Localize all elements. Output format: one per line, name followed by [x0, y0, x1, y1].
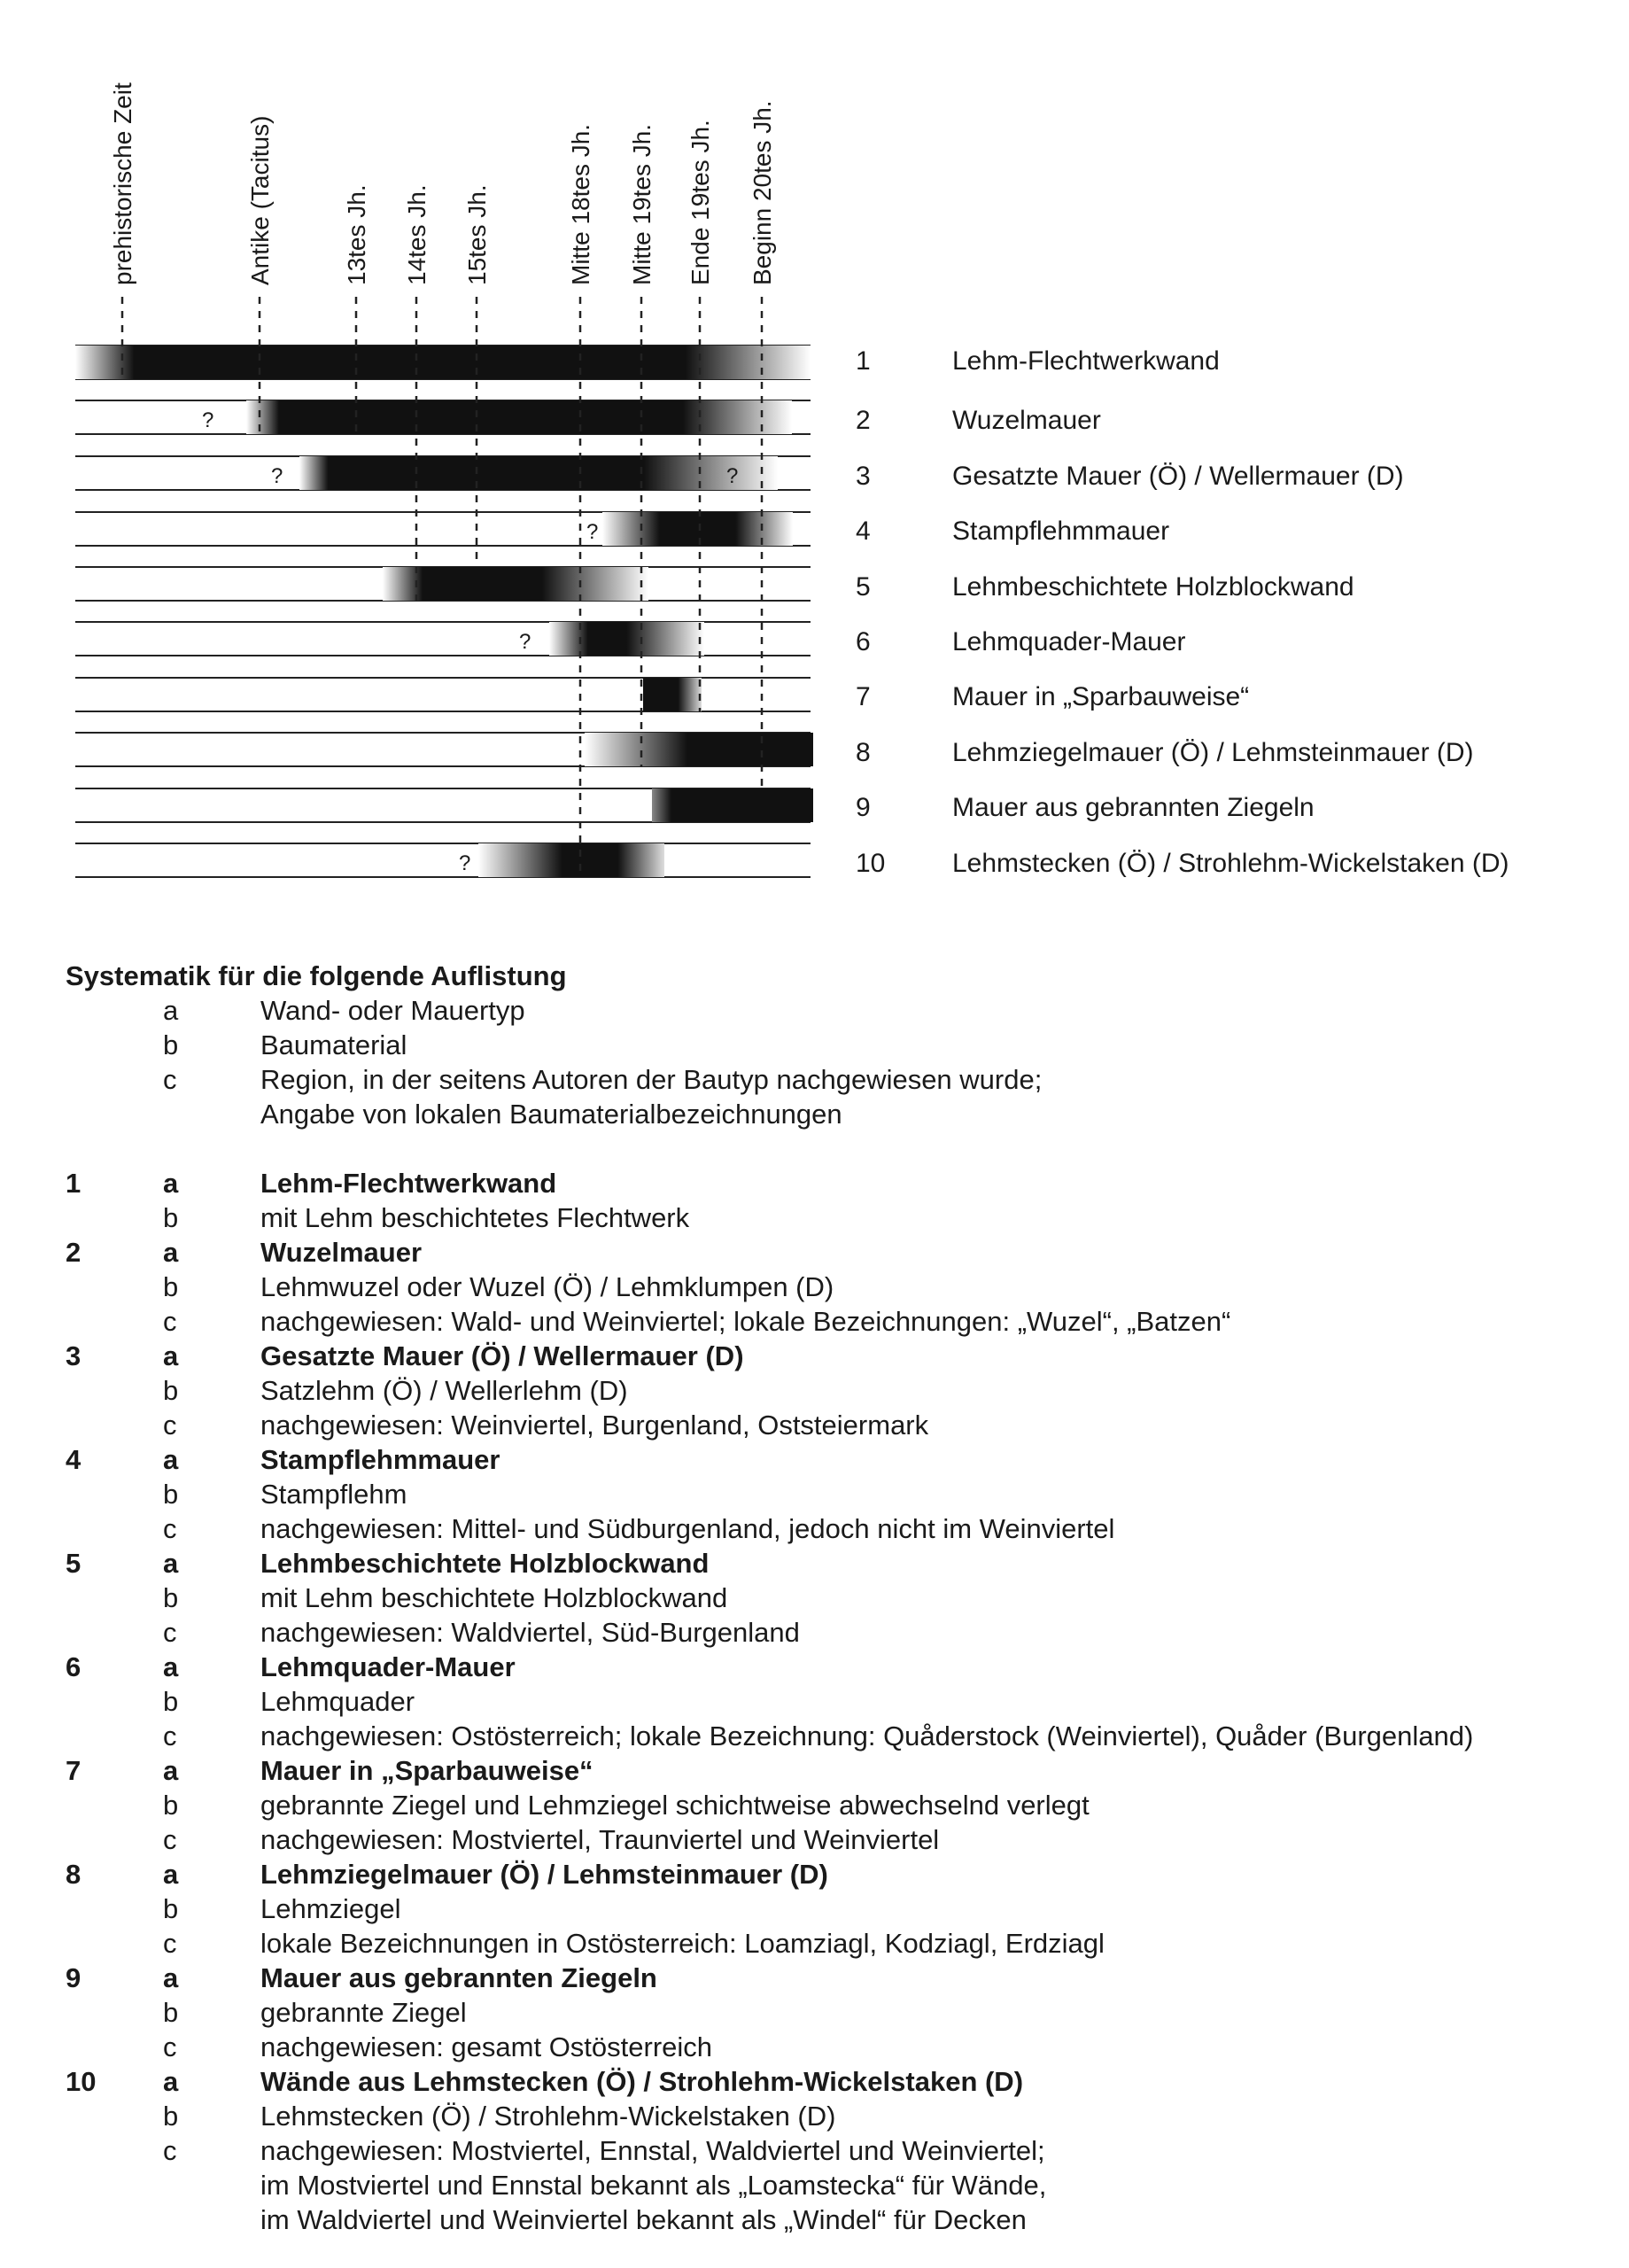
period-label-ende-19jh: Ende 19tes Jh. — [687, 120, 714, 285]
entry-4-b — [66, 1477, 1571, 1511]
period-label-antike: Antike (Tacitus) — [246, 115, 274, 285]
entry-text: mit Lehm beschichtetes Flechtwerk — [260, 1202, 690, 1233]
row-name-8: Lehmziegelmauer (Ö) / Lehmsteinmauer (D) — [952, 738, 1474, 767]
entry-key: a — [163, 1340, 179, 1371]
row-number-9: 9 — [856, 793, 871, 822]
entry-text: nachgewiesen: Mostviertel, Ennstal, Waldviertel und Weinviertel; — [260, 2135, 1045, 2166]
entry-text: Wuzelmauer — [260, 1237, 423, 1268]
entry-3-b — [66, 1373, 1571, 1408]
entry-text: gebrannte Ziegel — [260, 1997, 467, 2028]
row-name-4: Stampflehmmauer — [952, 517, 1170, 546]
entry-6-c — [66, 1719, 1571, 1753]
bar-row-10 — [478, 843, 664, 877]
entry-key: c — [163, 2031, 177, 2062]
entry-2-c — [66, 1304, 1571, 1339]
entry-text: Lehmstecken (Ö) / Strohlehm-Wickelstaken (D) — [260, 2101, 836, 2132]
entry-key: b — [163, 2101, 179, 2132]
row-number-8: 8 — [856, 738, 871, 767]
entry-text: Lehmquader — [260, 1686, 415, 1717]
entry-5-a — [66, 1546, 1571, 1581]
entry-text: nachgewiesen: Wald- und Weinviertel; lokale Bezeichnungen: „Wuzel“, „Batzen“ — [260, 1306, 1231, 1337]
uncertain-mark-row-2: ? — [202, 408, 214, 432]
entry-text: Lehmbeschichtete Holzblockwand — [260, 1548, 710, 1579]
entry-key: c — [163, 1720, 177, 1751]
bar-row-9 — [652, 788, 813, 822]
entry-text: Gesatzte Mauer (Ö) / Wellermauer (D) — [260, 1340, 744, 1371]
period-label-mitte-18jh: Mitte 18tes Jh. — [567, 123, 594, 285]
entry-text: Stampflehmmauer — [260, 1444, 500, 1475]
entry-9-b — [66, 1995, 1571, 2030]
row-name-2: Wuzelmauer — [952, 406, 1101, 435]
entry-key: b — [163, 1582, 179, 1613]
key-text: Baumaterial — [260, 1029, 407, 1060]
row-name-9: Mauer aus gebrannten Ziegeln — [952, 793, 1315, 822]
entry-text: Stampflehm — [260, 1479, 407, 1510]
row-name-1: Lehm-Flechtwerkwand — [952, 346, 1220, 376]
entry-key: b — [163, 1375, 179, 1406]
entry-8-c — [66, 1926, 1571, 1961]
entry-10-a — [66, 2064, 1571, 2099]
entry-text: Lehmziegelmauer (Ö) / Lehmsteinmauer (D) — [260, 1859, 828, 1890]
entry-10-c — [66, 2133, 1571, 2168]
entry-key: c — [163, 2135, 177, 2166]
bar-row-6 — [549, 622, 704, 656]
entry-1-b — [66, 1200, 1571, 1235]
row-number-1: 1 — [856, 346, 871, 376]
entry-number: 3 — [66, 1340, 81, 1371]
entry-key: b — [163, 1790, 179, 1821]
row-number-5: 5 — [856, 572, 871, 602]
period-label-15jh: 15tes Jh. — [463, 184, 491, 285]
entry-key: a — [163, 1859, 179, 1890]
entry-key: c — [163, 1824, 177, 1855]
entry-key: b — [163, 1202, 179, 1233]
entry-text: nachgewiesen: gesamt Ostösterreich — [260, 2031, 713, 2062]
entry-key: b — [163, 1893, 179, 1924]
entry-number: 4 — [66, 1444, 81, 1475]
entry-text: Lehmquader-Mauer — [260, 1651, 516, 1682]
bar-row-8 — [585, 733, 813, 766]
entry-number: 5 — [66, 1548, 81, 1579]
entry-number: 2 — [66, 1237, 81, 1268]
row-name-5: Lehmbeschichtete Holzblockwand — [952, 572, 1354, 602]
entry-1-a — [66, 1166, 1571, 1200]
bar-row-3 — [299, 456, 778, 490]
entry-9-a — [66, 1961, 1571, 1995]
entry-text: lokale Bezeichnungen in Ostösterreich: Loamziagl, Kodziagl, Erdziagl — [260, 1928, 1105, 1959]
entry-5-b — [66, 1581, 1571, 1615]
row-number-10: 10 — [856, 849, 886, 878]
entry-5-c — [66, 1615, 1571, 1650]
entry-key: a — [163, 1168, 179, 1199]
entry-number: 8 — [66, 1859, 81, 1890]
entry-text: Mauer aus gebrannten Ziegeln — [260, 1962, 657, 1993]
row-number-4: 4 — [856, 517, 871, 546]
systematik-legend — [66, 959, 1571, 2237]
entry-10-c-continued-2 — [66, 2202, 1571, 2237]
uncertain-mark-row-3-start: ? — [271, 464, 283, 488]
systematik-key-b — [66, 1028, 1571, 1062]
timeline-diagram — [0, 0, 1629, 904]
entry-key: a — [163, 1237, 179, 1268]
row-name-7: Mauer in „Sparbauweise“ — [952, 682, 1250, 711]
entry-9-c — [66, 2030, 1571, 2064]
row-name-6: Lehmquader-Mauer — [952, 627, 1186, 656]
key-letter: a — [163, 995, 179, 1026]
entry-key: a — [163, 1755, 179, 1786]
period-label-beginn-20jh: Beginn 20tes Jh. — [749, 100, 776, 285]
systematik-title: Systematik für die folgende Auflistung — [66, 960, 567, 991]
entry-6-b — [66, 1684, 1571, 1719]
row-name-10: Lehmstecken (Ö) / Strohlehm-Wickelstaken (D) — [952, 849, 1509, 878]
entry-number: 1 — [66, 1168, 81, 1199]
entry-text: nachgewiesen: Ostösterreich; lokale Bezeichnung: Quåderstock (Weinviertel), Quåder (Burgenland) — [260, 1720, 1474, 1751]
uncertain-mark-row-6: ? — [519, 630, 531, 654]
entry-key: b — [163, 1271, 179, 1302]
systematik-key-a — [66, 993, 1571, 1028]
period-label-prehistoric: prehistorische Zeit — [109, 82, 136, 285]
period-label-mitte-19jh: Mitte 19tes Jh. — [628, 123, 655, 285]
row-number-2: 2 — [856, 406, 871, 435]
entry-key: b — [163, 1997, 179, 2028]
entry-number: 9 — [66, 1962, 81, 1993]
entry-key: c — [163, 1410, 177, 1441]
entry-7-a — [66, 1753, 1571, 1788]
entry-key: c — [163, 1928, 177, 1959]
key-letter: c — [163, 1064, 177, 1095]
entry-3-c — [66, 1408, 1571, 1442]
spacer — [66, 1131, 1571, 1166]
entry-text: im Waldviertel und Weinviertel bekannt als „Windel“ für Decken — [260, 2204, 1027, 2235]
entry-10-b — [66, 2099, 1571, 2133]
entry-key: c — [163, 1306, 177, 1337]
entry-text: Wände aus Lehmstecken (Ö) / Strohlehm-Wickelstaken (D) — [260, 2066, 1024, 2097]
key-letter: b — [163, 1029, 179, 1060]
entry-text: Lehm-Flechtwerkwand — [260, 1168, 557, 1199]
entry-key: c — [163, 1617, 177, 1648]
entry-4-c — [66, 1511, 1571, 1546]
key-text: Wand- oder Mauertyp — [260, 995, 525, 1026]
entry-number: 7 — [66, 1755, 81, 1786]
entry-text: im Mostviertel und Ennstal bekannt als „Loamstecka“ für Wände, — [260, 2170, 1047, 2201]
bar-row-5 — [383, 567, 648, 601]
entry-key: a — [163, 1962, 179, 1993]
row-number-7: 7 — [856, 682, 871, 711]
entry-key: a — [163, 1444, 179, 1475]
entry-key: a — [163, 1651, 179, 1682]
entry-7-b — [66, 1788, 1571, 1822]
entry-key: c — [163, 1513, 177, 1544]
entry-key: a — [163, 2066, 179, 2097]
entry-text: Lehmziegel — [260, 1893, 401, 1924]
entry-text: Lehmwuzel oder Wuzel (Ö) / Lehmklumpen (D) — [260, 1271, 834, 1302]
entry-text: Satzlehm (Ö) / Wellerlehm (D) — [260, 1375, 628, 1406]
period-label-13jh: 13tes Jh. — [343, 184, 370, 285]
entry-text: gebrannte Ziegel und Lehmziegel schichtweise abwechselnd verlegt — [260, 1790, 1090, 1821]
entry-key: b — [163, 1479, 179, 1510]
entry-text: Mauer in „Sparbauweise“ — [260, 1755, 593, 1786]
bar-row-7 — [643, 678, 702, 711]
entry-key: b — [163, 1686, 179, 1717]
bar-row-4 — [602, 512, 793, 546]
row-name-3: Gesatzte Mauer (Ö) / Wellermauer (D) — [952, 462, 1404, 491]
entry-7-c — [66, 1822, 1571, 1857]
systematik-key-c — [66, 1062, 1571, 1097]
entry-2-b — [66, 1270, 1571, 1304]
entry-text: nachgewiesen: Weinviertel, Burgenland, Oststeiermark — [260, 1410, 929, 1441]
entry-8-a — [66, 1857, 1571, 1891]
key-text: Angabe von lokalen Baumaterialbezeichnungen — [260, 1099, 842, 1130]
uncertain-mark-row-10: ? — [459, 851, 471, 875]
entry-4-a — [66, 1442, 1571, 1477]
entry-3-a — [66, 1339, 1571, 1373]
uncertain-mark-row-4: ? — [586, 520, 599, 544]
entry-number: 10 — [66, 2066, 97, 2097]
entry-text: mit Lehm beschichtete Holzblockwand — [260, 1582, 728, 1613]
row-number-3: 3 — [856, 462, 871, 491]
bar-row-2 — [246, 400, 792, 434]
key-text: Region, in der seitens Autoren der Bautyp nachgewiesen wurde; — [260, 1064, 1043, 1095]
entry-10-c-continued-1 — [66, 2168, 1571, 2202]
entry-key: a — [163, 1548, 179, 1579]
systematik-key-c-continued — [66, 1097, 1571, 1131]
entry-8-b — [66, 1891, 1571, 1926]
entry-6-a — [66, 1650, 1571, 1684]
entry-number: 6 — [66, 1651, 81, 1682]
period-label-14jh: 14tes Jh. — [403, 184, 431, 285]
row-number-6: 6 — [856, 627, 871, 656]
entry-text: nachgewiesen: Mittel- und Südburgenland, jedoch nicht im Weinviertel — [260, 1513, 1115, 1544]
entry-text: nachgewiesen: Mostviertel, Traunviertel und Weinviertel — [260, 1824, 940, 1855]
entry-2-a — [66, 1235, 1571, 1270]
entry-text: nachgewiesen: Waldviertel, Süd-Burgenland — [260, 1617, 800, 1648]
uncertain-mark-row-3-end: ? — [726, 464, 739, 488]
